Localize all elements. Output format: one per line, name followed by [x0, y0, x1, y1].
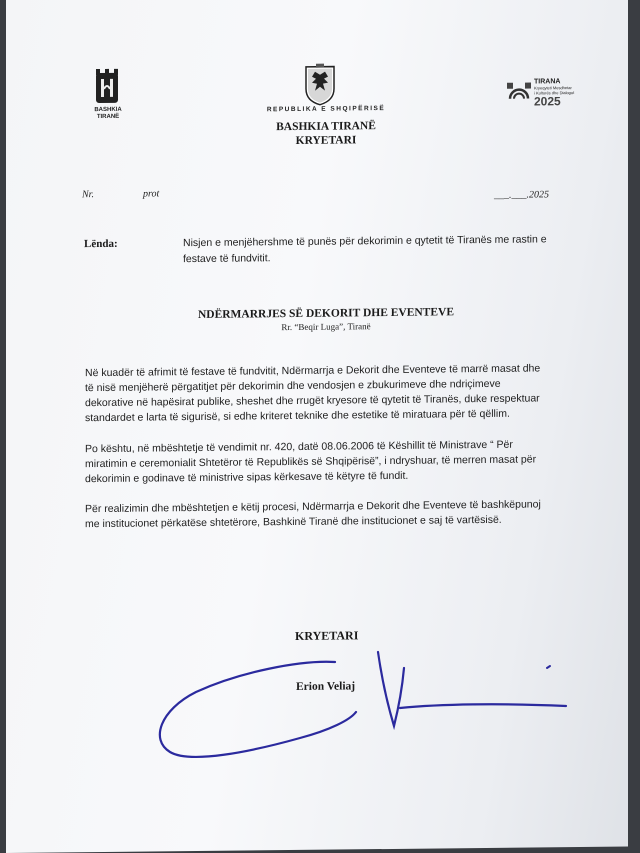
paragraph-1-line: Në kuadër të afrimit të festave të fundvitit, Ndërmarrja e Dekorit dhe Eventeve të marrë masat dhe: [85, 362, 541, 380]
signature-title: KRYETARI: [295, 628, 359, 643]
prot-label: prot: [143, 188, 160, 200]
subject-line-1: Nisjen e menjëhershme të punës për dekorimin e qytetit të Tiranës me rastin e: [183, 233, 547, 250]
nr-label: Nr.: [82, 189, 94, 201]
paragraph-2-line: Po kështu, në mbështetje të vendimit nr. 420, datë 08.06.2006 të Këshillit të Ministrave “ Për: [85, 438, 513, 456]
paragraph-3-line: Për realizimin dhe mbështetjen e këtij procesi, Ndërmarrja e Dekorit dhe Eventeve të bashkëpunoj: [85, 498, 541, 516]
municipality-logo-icon: [94, 67, 120, 107]
recipient-name: NDËRMARRJES SË DEKORIT DHE EVENTEVE: [197, 306, 455, 321]
paragraph-1-line: standardet e larta të sigurisë, si edhe kriteret teknike dhe estetike të miratuara për të qëllim.: [85, 407, 510, 425]
recipient-address: Rr. “Beqir Luga”, Tiranë: [281, 321, 371, 333]
subject-label: Lënda:: [84, 237, 118, 251]
paragraph-1-line: dekorative në hapësirat publike, sheshet dhe rrugët kryesore të qytetit të Tiranës, duke respektuar: [85, 392, 540, 410]
document-date: ___.___.2025: [494, 189, 549, 201]
paragraph-2-line: dekorimin e godinave të ministrive sipas kërkesave të këtyre të fundit.: [85, 469, 409, 486]
paragraph-3: [85, 497, 541, 532]
republic-heading: REPUBLIKA E SHQIPËRISË: [266, 105, 386, 114]
subject-line-2: festave të fundvitit.: [183, 252, 271, 266]
logo-text-line1: BASHKIA: [94, 106, 122, 114]
tirana-2025-logo-icon: [506, 80, 532, 102]
municipality-logo-text: [84, 107, 132, 122]
logo-year: 2025: [534, 94, 561, 109]
logo-city: TIRANA: [534, 78, 561, 86]
logo-caption-2: i Kulturës dhe Dialogut: [534, 89, 575, 95]
paragraph-2-line: miratimin e ceremonialit Shtetëror të Republikës së Shqipërisë”, i ndryshuar, të merren masat për: [85, 453, 537, 471]
signatory-name: Erion Veliaj: [296, 680, 356, 693]
albania-coat-of-arms-icon: [302, 63, 338, 107]
logo-caption-1: Kryeqyteti Mesdhetar: [534, 85, 572, 91]
paragraph-1: [85, 361, 540, 426]
logo-text-line2: TIRANË: [96, 113, 120, 121]
paragraph-1-line: të nisë menjëherë përgatitjet për dekorimin dhe vendosjen e zbukurimeve dhe ndriçimeve: [85, 377, 501, 395]
office-name: KRYETARI: [295, 134, 357, 147]
issuer-block: [206, 118, 446, 149]
municipality-name: BASHKIA TIRANË: [276, 120, 376, 134]
paragraph-2: [85, 437, 536, 487]
paragraph-3-line: me institucionet përkatëse shtetërore, Bashkinë Tiranë dhe institucionet e saj të vartësisë.: [85, 513, 502, 531]
tirana-2025-logo-text: [534, 78, 604, 108]
letter-page: [6, 0, 628, 853]
